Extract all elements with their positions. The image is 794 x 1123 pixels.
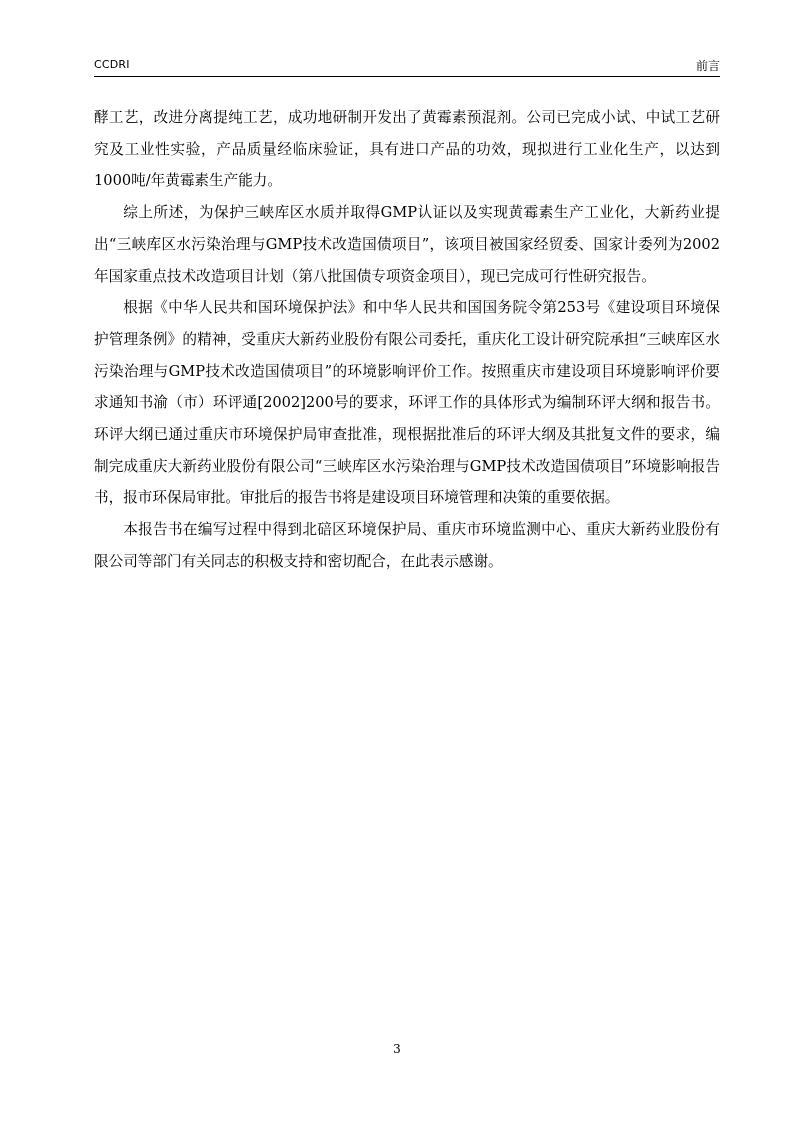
paragraph-summary: 综上所述，为保护三峡库区水质并取得GMP认证以及实现黄霉素生产工业化，大新药业提出“三峡库区水污染治理与GMP技术改造国债项目”，该项目被国家经贸委、国家计委列为2002年国家重点技术改造项目计划（第八批国债专项资金项目），现已完成可行性研究报告。 [94,204,720,285]
page-number: 3 [393,1042,401,1056]
page-header [94,56,720,77]
header-organization: CCDRI [94,58,130,71]
paragraph-acknowledgement: 本报告书在编写过程中得到北碚区环境保护局、重庆市环境监测中心、重庆大新药业股份有限公司等部门有关同志的积极支持和密切配合，在此表示感谢。 [94,521,720,570]
body-text [94,102,720,578]
header-section-title: 前言 [695,59,720,73]
paragraph-legal-basis: 根据《中华人民共和国环境保护法》和中华人民共和国国务院令第253号《建设项目环境保护管理条例》的精神，受重庆大新药业股份有限公司委托，重庆化工设计研究院承担“三峡库区水污染治理与GMP技术改造国债项目”的环境影响评价工作。按照重庆市建设项目环境影响评价要求通知书渝（市）环评通[2002]200号的要求，环评工作的具体形式为编制环评大纲和报告书。环评大纲已通过重庆市环境保护局审查批准，现根据批准后的环评大纲及其批复文件的要求，编制完成重庆大新药业股份有限公司“三峡库区水污染治理与GMP技术改造国债项目”环境影响报告书，报市环保局审批。审批后的报告书将是建设项目环境管理和决策的重要依据。 [94,299,720,507]
paragraph-continued: 酵工艺，改进分离提纯工艺，成功地研制开发出了黄霉素预混剂。公司已完成小试、中试工艺研究及工业性实验，产品质量经临床验证，具有进口产品的功效，现拟进行工业化生产，以达到1000吨/年黄霉素生产能力。 [94,109,720,190]
